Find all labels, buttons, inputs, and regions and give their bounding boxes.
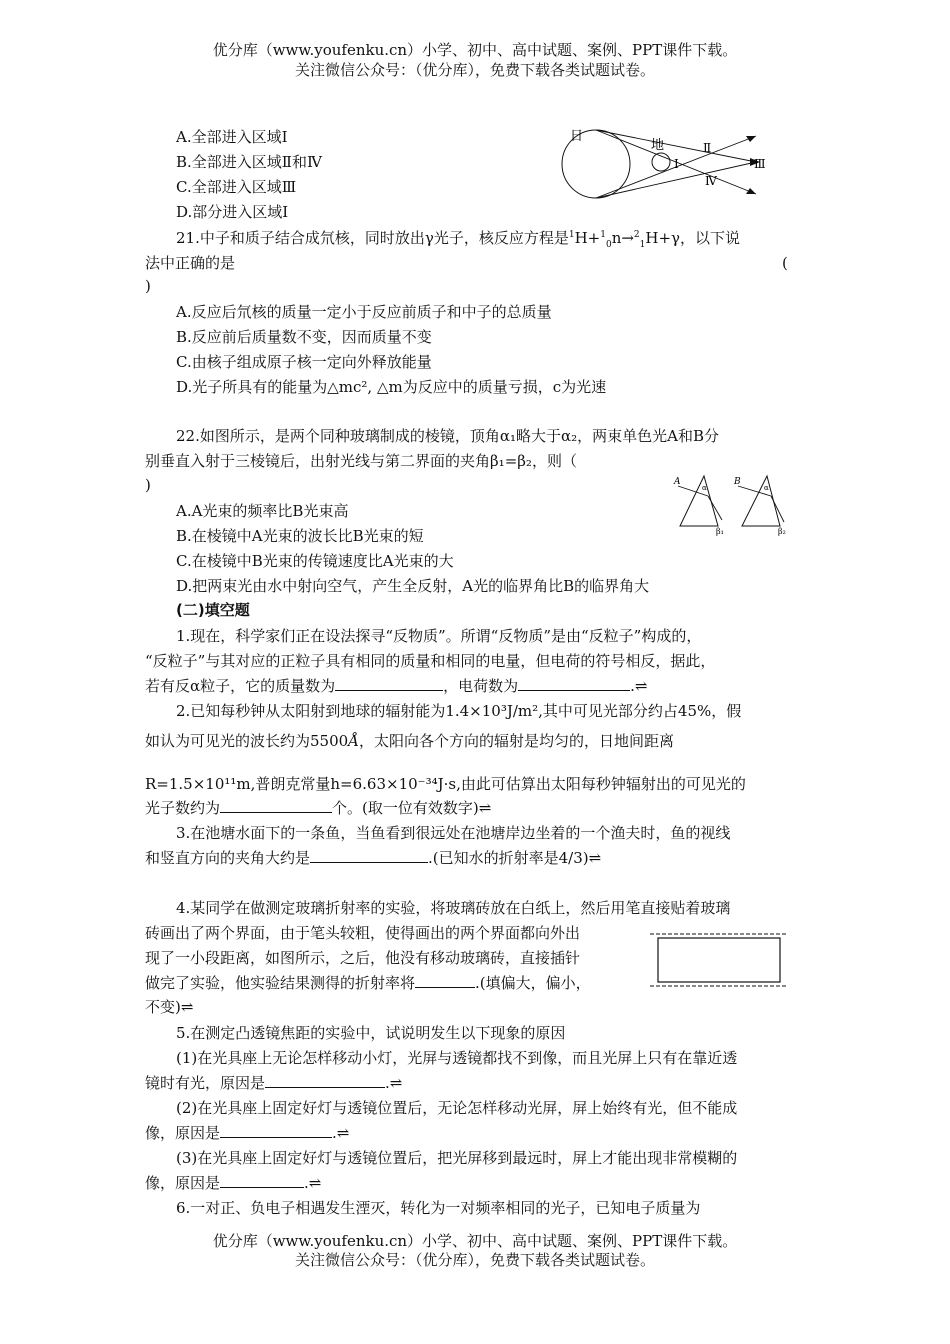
q21-stem-a: 21.中子和质子结合成氘核，同时放出γ光子，核反应方程是 <box>176 229 569 247</box>
q21-option-a: A.反应后氘核的质量一定小于反应前质子和中子的总质量 <box>176 303 552 321</box>
sun-earth-shadow-figure <box>560 122 780 202</box>
prism-2 <box>742 476 780 526</box>
f3-blank-angle[interactable] <box>310 848 428 863</box>
beta1-label: β₁ <box>716 527 724 536</box>
f5-sub3-line-2: 像，原因是 .⇌ <box>145 1174 322 1192</box>
beam-b-label: B <box>734 477 741 487</box>
prism-figure <box>674 474 804 544</box>
q20-option-b: B.全部进入区域Ⅱ和Ⅳ <box>176 153 322 171</box>
page-footer-line-2: 关注微信公众号：（优分库），免费下载各类试题试卷。 <box>294 1251 655 1269</box>
f2-line-4: 光子数约为 个。(取一位有效数字)⇌ <box>145 799 492 817</box>
q20-option-d: D.部分进入区域Ⅰ <box>176 203 289 221</box>
region-1-label: Ⅰ <box>674 157 679 171</box>
region-2-label: Ⅱ <box>703 141 712 155</box>
section-heading-fill-in: (二)填空题 <box>176 601 250 619</box>
f5-sub2-line-1: (2)在光具座上固定好灯与透镜位置后，无论怎样移动光屏，屏上始终有光，但不能成 <box>176 1099 738 1117</box>
f2-line-2: 如认为可见光的波长约为5500Å，太阳向各个方向的辐射是均匀的，日地间距离 <box>145 732 675 750</box>
f1-line-2: “反粒子”与其对应的正粒子具有相同的质量和相同的电量，但电荷的符号相反，据此， <box>145 652 716 670</box>
f5-blank-2[interactable] <box>220 1123 332 1138</box>
f5-sub3-line-1: (3)在光具座上固定好灯与透镜位置后，把光屏移到最远时，屏上才能出现非常模糊的 <box>176 1149 738 1167</box>
angstrom-unit: Å <box>348 732 360 750</box>
q22-stem-line-2: 别垂直入射于三棱镜后，出射光线与第二界面的夹角β₁=β₂，则（ <box>145 452 577 470</box>
q22-option-c: C.在棱镜中B光束的传镜速度比A光束的大 <box>176 552 454 570</box>
f4-line-3: 现了一小段距离，如图所示，之后，他没有移动玻璃砖，直接插针 <box>145 949 581 967</box>
f3-line-1: 3.在池塘水面下的一条鱼，当鱼看到很远处在池塘岸边坐着的一个渔夫时，鱼的视线 <box>176 824 731 842</box>
f2-line-1: 2.已知每秒钟从太阳射到地球的辐射能为1.4×10³J/m²,其中可见光部分约占45%，假 <box>176 702 742 720</box>
f5-sub1-line-2: 镜时有光，原因是 .⇌ <box>145 1074 403 1092</box>
alpha2-label: α <box>764 484 769 492</box>
q20-option-a: A.全部进入区域Ⅰ <box>176 128 288 146</box>
f5-blank-1[interactable] <box>265 1073 385 1088</box>
q21-stem-line-1: 21.中子和质子结合成氘核，同时放出γ光子，核反应方程是$^1$H+$^1_0$n→$^2_1$H+γ，以下说 <box>176 229 741 250</box>
f4-line-4: 做完了实验，他实验结果测得的折射率将 .(填偏大，偏小， <box>145 974 591 992</box>
page-header-line-2: 关注微信公众号：（优分库），免费下载各类试题试卷。 <box>294 61 655 79</box>
q21-stem-b: ，以下说 <box>680 229 741 247</box>
page-footer-line-1: 优分库（www.youfenku.cn）小学、初中、高中试题、案例、PPT课件下载。 <box>212 1232 738 1250</box>
q21-option-d: D.光子所具有的能量为△mc², △m为反应中的质量亏损，c为光速 <box>176 378 607 396</box>
f4-blank-result[interactable] <box>415 973 475 988</box>
f1-line-1: 1.现在，科学家们正在设法探寻“反物质”。所谓“反物质”是由“反粒子”构成的， <box>176 627 702 645</box>
q22-option-b: B.在棱镜中A光束的波长比B光束的短 <box>176 527 424 545</box>
f5-sub2-line-2: 像，原因是 .⇌ <box>145 1124 350 1142</box>
sun-label: 日 <box>570 129 584 144</box>
f6-line-1: 6.一对正、负电子相遇发生湮灭，转化为一对频率相同的光子，已知电子质量为 <box>176 1199 701 1217</box>
q22-stem-line-1: 22.如图所示，是两个同种玻璃制成的棱镜，顶角α₁略大于α₂，两束单色光A和B分 <box>176 427 719 445</box>
f1-line-3: 若有反α粒子，它的质量数为 ，电荷数为 .⇌ <box>145 677 648 695</box>
q21-answer-paren-close: ) <box>145 277 151 295</box>
q21-option-c: C.由核子组成原子核一定向外释放能量 <box>176 353 432 371</box>
q22-option-d: D.把两束光由水中射向空气，产生全反射，A光的临界角比B的临界角大 <box>176 577 650 595</box>
q22-option-a: A.A光束的频率比B光束高 <box>176 502 349 520</box>
q21-answer-paren-open: ( <box>782 254 788 272</box>
page-header-line-1: 优分库（www.youfenku.cn）小学、初中、高中试题、案例、PPT课件下载。 <box>212 41 738 59</box>
f5-sub1-line-1: (1)在光具座上无论怎样移动小灯，光屏与透镜都找不到像，而且光屏上只有在靠近透 <box>176 1049 738 1067</box>
glass-block-figure <box>648 928 793 990</box>
region-4-label: Ⅳ <box>705 174 717 188</box>
f5-line-1: 5.在测定凸透镜焦距的实验中，试说明发生以下现象的原因 <box>176 1024 566 1042</box>
f1-blank-charge-number[interactable] <box>518 676 630 691</box>
f4-line-1: 4.某同学在做测定玻璃折射率的实验，将玻璃砖放在白纸上，然后用笔直接贴着玻璃 <box>176 899 731 917</box>
f3-line-2: 和竖直方向的夹角大约是 .(已知水的折射率是4/3)⇌ <box>145 849 602 867</box>
region-3-label: Ⅲ <box>754 157 766 171</box>
q22-stem-line-3: ) <box>145 476 151 494</box>
q21-option-b: B.反应前后质量数不变，因而质量不变 <box>176 328 432 346</box>
f5-blank-3[interactable] <box>220 1173 304 1188</box>
earth-label: 地 <box>651 138 665 153</box>
f2-blank-photon-count[interactable] <box>220 798 332 813</box>
alpha1-label: α <box>702 484 707 492</box>
beta2-label: β₂ <box>778 527 786 536</box>
glass-block <box>658 938 780 982</box>
f2-line-3: R=1.5×10¹¹m,普朗克常量h=6.63×10⁻³⁴J·s,由此可估算出太阳每秒钟辐射出的可见光的 <box>145 775 746 793</box>
f4-line-2: 砖画出了两个界面，由于笔头较粗，使得画出的两个界面都向外出 <box>145 924 581 942</box>
f1-blank-mass-number[interactable] <box>335 676 443 691</box>
q20-option-c: C.全部进入区域Ⅲ <box>176 178 297 196</box>
beam-a-label: A <box>674 477 681 487</box>
q21-stem-line-2: 法中正确的是 <box>145 254 236 272</box>
prism-1 <box>680 476 718 526</box>
f4-line-5: 不变)⇌ <box>145 998 194 1016</box>
